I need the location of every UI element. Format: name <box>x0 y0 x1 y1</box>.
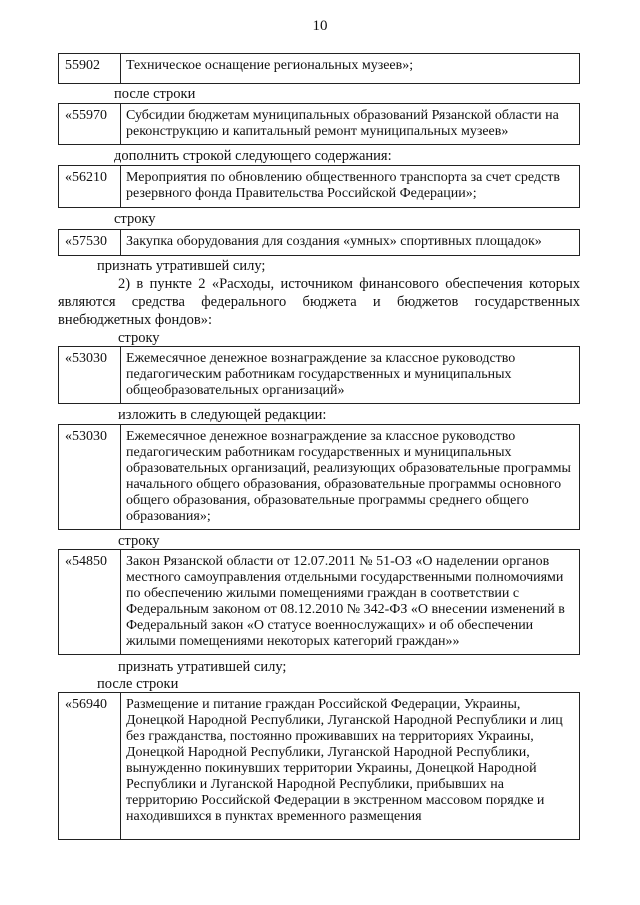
label-restate: изложить в следующей редакции: <box>118 407 327 423</box>
label-row: строку <box>118 533 160 549</box>
table-row <box>58 53 580 84</box>
table-row <box>58 424 580 530</box>
table-row <box>58 165 580 208</box>
row-code: «56940 <box>59 693 121 839</box>
table-row <box>58 692 580 840</box>
row-text: Закупка оборудования для создания «умных» спортивных площадок» <box>126 234 542 249</box>
row-text: Мероприятия по обновлению общественного транспорта за счет средств резервного фонда Правительства Российской Федерации»; <box>126 170 560 201</box>
row-text: Субсидии бюджетам муниципальных образований Рязанской области на реконструкцию и капитальный ремонт муниципальных музеев» <box>126 108 559 139</box>
row-code: «53030 <box>59 425 121 529</box>
table-row <box>58 346 580 404</box>
row-text: Размещение и питание граждан Российской Федерации, Украины, Донецкой Народной Республики, Луганской Народной Республики и лиц без гражданства, постоянно проживавших на территориях Украины, Донецкой Народной Республики, Луганской Народной Республики, вынужденно покинувших территории Украины, Донецкой Народной Республики и Луганской Народной Республики, прибывших на территорию Российской Федерации в экстренном массовом порядке и находившихся в пунктах временного размещения <box>126 697 563 824</box>
row-code: 55902 <box>59 54 121 83</box>
label-row: строку <box>118 330 160 346</box>
table-row <box>58 229 580 256</box>
label-row: строку <box>114 211 156 227</box>
row-text: Ежемесячное денежное вознаграждение за классное руководство педагогическим работникам государственных и муниципальных образовательных организаций, реализующих образовательные программы начального общего образования, образовательные программы основного общего образования, образовательные программы среднего общего образования»; <box>126 429 571 524</box>
row-text: Ежемесячное денежное вознаграждение за классное руководство педагогическим работникам государственных и муниципальных общеобразовательных организаций» <box>126 351 516 398</box>
table-row <box>58 549 580 655</box>
label-add-row: дополнить строкой следующего содержания: <box>114 148 392 164</box>
page-number: 10 <box>312 18 328 34</box>
row-code: «53030 <box>59 347 121 403</box>
row-code: «57530 <box>59 230 121 255</box>
row-text: Закон Рязанской области от 12.07.2011 № 51-ОЗ «О наделении органов местного самоуправления отдельными государственными полномочиями по обеспечению жилыми помещениями граждан в соответствии с Федеральным законом от 08.12.2010 № 342-ФЗ «О внесении изменений в Федеральный закон «О статусе военнослужащих» и об обеспечении жилыми помещениями некоторых категорий граждан»» <box>126 554 565 649</box>
row-text: Техническое оснащение региональных музеев»; <box>126 58 414 73</box>
row-code: «54850 <box>59 550 121 654</box>
table-row <box>58 103 580 145</box>
label-invalid: признать утратившей силу; <box>118 659 287 675</box>
label-invalid: признать утратившей силу; <box>97 258 266 274</box>
label-after-row: после строки <box>114 86 196 102</box>
label-after-row: после строки <box>97 676 179 692</box>
row-code: «56210 <box>59 166 121 207</box>
paragraph-item-2: 2) в пункте 2 «Расходы, источником финансового обеспечения которых являются средства федерального бюджета и бюджетов государственных внебюджетных фондов»: <box>58 276 580 328</box>
row-code: «55970 <box>59 104 121 144</box>
